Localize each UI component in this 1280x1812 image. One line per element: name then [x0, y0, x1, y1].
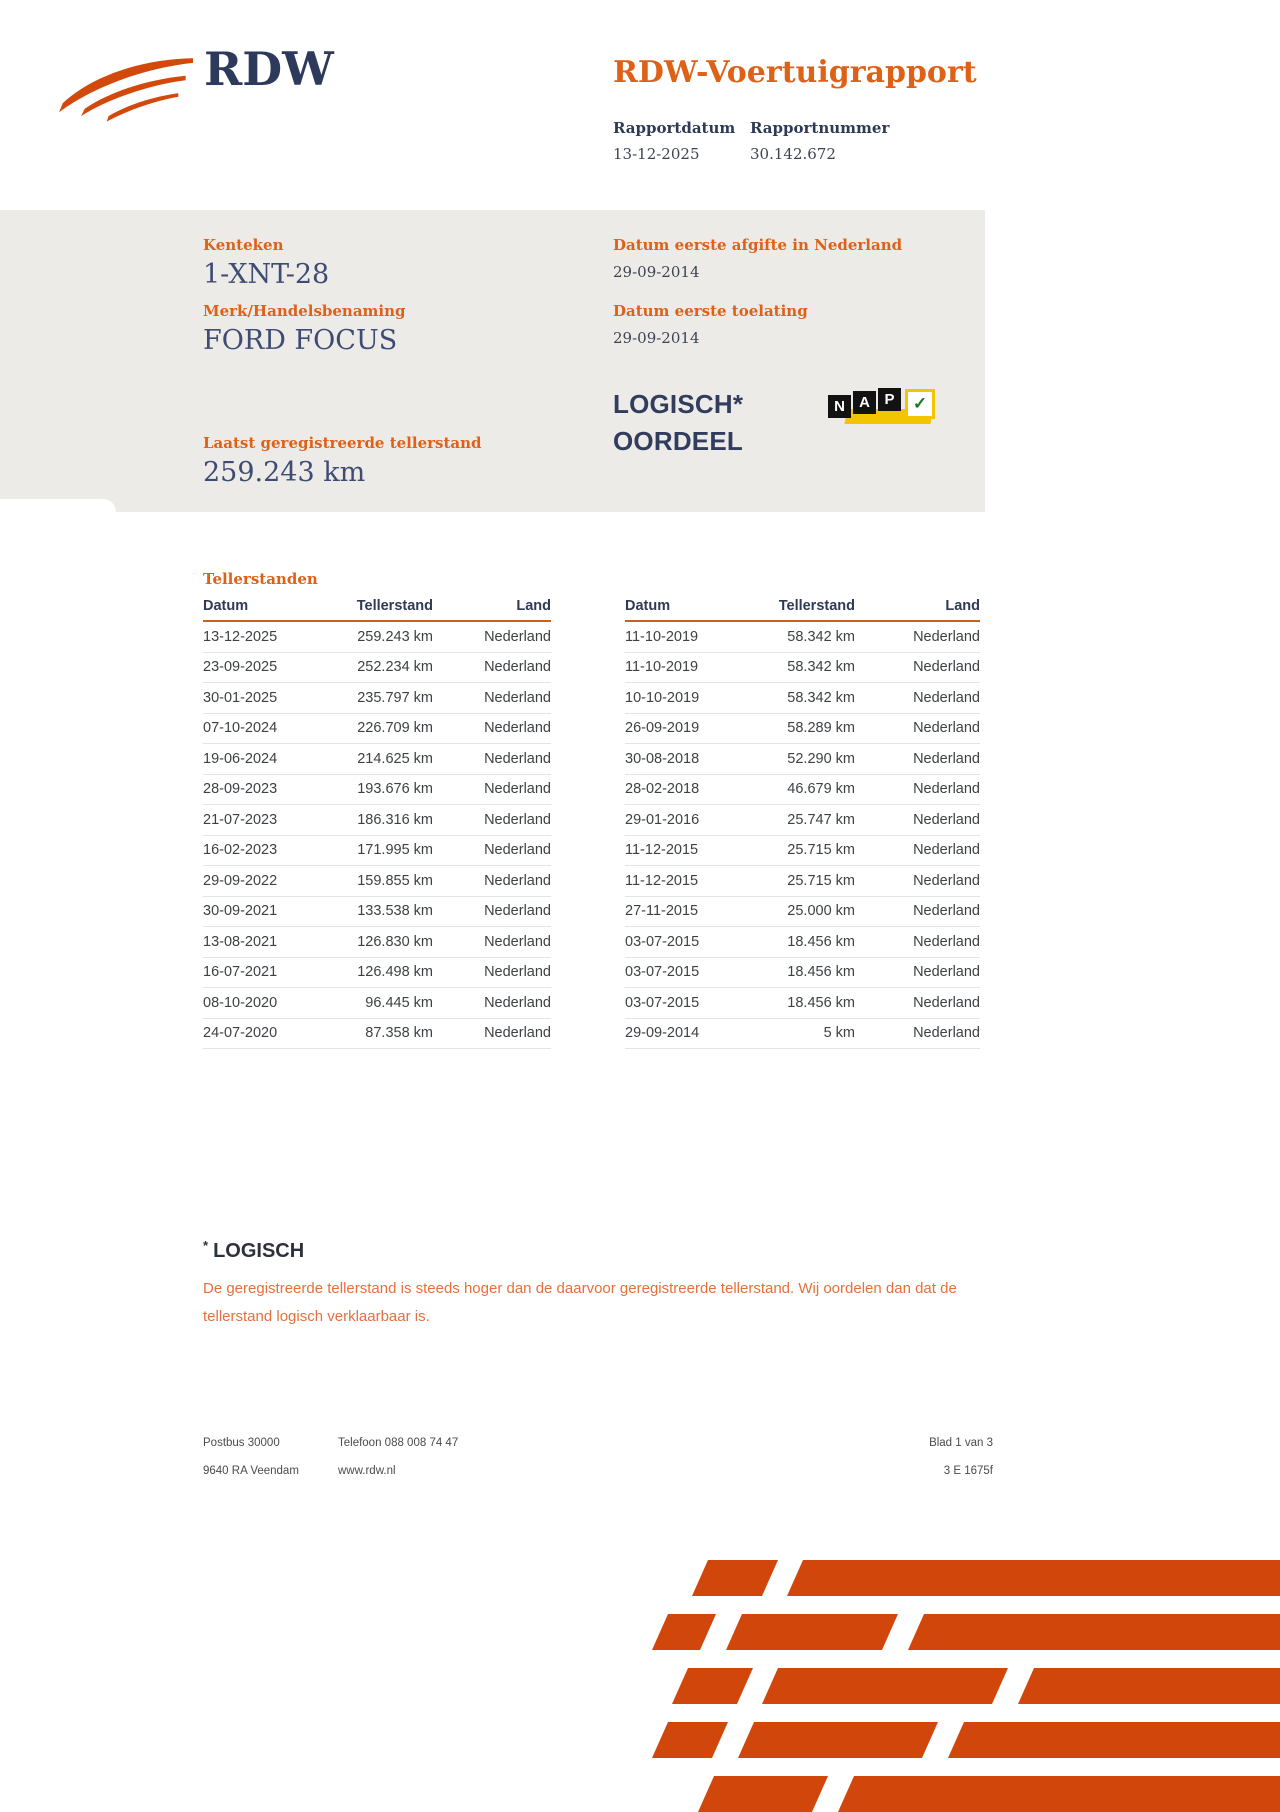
- row-odometer: 171.995 km: [357, 842, 433, 859]
- rdw-swoosh-icon: [56, 50, 196, 128]
- row-date: 11-10-2019: [625, 659, 699, 676]
- row-country: Nederland: [484, 842, 551, 859]
- table-row: [203, 958, 551, 989]
- table-row: [625, 744, 980, 775]
- table-row: [625, 653, 980, 684]
- report-number-block: [750, 119, 889, 163]
- row-date: 28-02-2018: [625, 781, 700, 798]
- table-row: [203, 1019, 551, 1050]
- row-odometer: 18.456 km: [787, 933, 855, 950]
- row-country: Nederland: [913, 872, 980, 889]
- odometer-table-right: [625, 598, 980, 1049]
- table-row: [625, 714, 980, 745]
- row-date: 11-12-2015: [625, 842, 699, 859]
- merk-label: Merk/Handelsbenaming: [203, 302, 406, 320]
- header-land: Land: [945, 598, 980, 614]
- row-country: Nederland: [913, 750, 980, 767]
- last-odometer-value: 259.243 km: [203, 457, 366, 488]
- table-row: [625, 927, 980, 958]
- table-row: [203, 653, 551, 684]
- row-date: 03-07-2015: [625, 994, 700, 1011]
- row-odometer: 252.234 km: [357, 659, 433, 676]
- footer-phone: Telefoon 088 008 74 47: [338, 1437, 459, 1449]
- header-tellerstand: Tellerstand: [356, 598, 433, 614]
- row-date: 11-12-2015: [625, 872, 699, 889]
- row-country: Nederland: [484, 903, 551, 920]
- report-date-label: Rapportdatum: [613, 119, 736, 137]
- table-row: [203, 805, 551, 836]
- row-country: Nederland: [484, 750, 551, 767]
- table-row: [203, 897, 551, 928]
- table-row: [625, 683, 980, 714]
- row-odometer: 96.445 km: [365, 994, 433, 1011]
- row-country: Nederland: [484, 781, 551, 798]
- table-row: [625, 836, 980, 867]
- nap-logo: [828, 388, 934, 436]
- row-date: 24-07-2020: [203, 1025, 278, 1042]
- row-date: 16-07-2021: [203, 964, 278, 981]
- last-odometer-field: [203, 434, 482, 488]
- row-date: 19-06-2024: [203, 750, 278, 767]
- first-admission-label: Datum eerste toelating: [613, 302, 808, 320]
- row-date: 03-07-2015: [625, 933, 700, 950]
- row-date: 08-10-2020: [203, 994, 278, 1011]
- row-country: Nederland: [913, 994, 980, 1011]
- row-country: Nederland: [484, 811, 551, 828]
- table-row: [203, 775, 551, 806]
- table-row: [625, 775, 980, 806]
- row-date: 11-10-2019: [625, 628, 699, 645]
- row-odometer: 235.797 km: [357, 689, 433, 706]
- row-date: 26-09-2019: [625, 720, 700, 737]
- row-country: Nederland: [913, 781, 980, 798]
- row-odometer: 5 km: [823, 1025, 855, 1042]
- row-odometer: 58.289 km: [787, 720, 855, 737]
- table-row: [203, 622, 551, 653]
- report-number-label: Rapportnummer: [750, 119, 890, 137]
- row-odometer: 58.342 km: [787, 628, 855, 645]
- table-row: [625, 958, 980, 989]
- row-country: Nederland: [913, 964, 980, 981]
- row-odometer: 214.625 km: [357, 750, 433, 767]
- table-row: [203, 714, 551, 745]
- row-odometer: 18.456 km: [787, 964, 855, 981]
- first-issue-value: 29-09-2014: [613, 263, 700, 281]
- footnote-title-text: LOGISCH: [213, 1240, 305, 1262]
- table-row: [203, 744, 551, 775]
- footer-city: 9640 RA Veendam: [203, 1465, 299, 1477]
- table-row: [625, 805, 980, 836]
- row-odometer: 25.000 km: [787, 903, 855, 920]
- row-odometer: 58.342 km: [787, 689, 855, 706]
- row-date: 29-09-2014: [625, 1025, 700, 1042]
- table-header: [203, 598, 551, 622]
- footer-address: [203, 1437, 299, 1493]
- row-date: 30-08-2018: [625, 750, 700, 767]
- row-country: Nederland: [913, 1025, 980, 1042]
- row-country: Nederland: [484, 964, 551, 981]
- nap-letter-p: P: [878, 388, 901, 411]
- table-body: [203, 622, 551, 1049]
- header-datum: Datum: [625, 598, 671, 614]
- first-admission-value: 29-09-2014: [613, 329, 700, 347]
- row-odometer: 58.342 km: [787, 659, 855, 676]
- first-issue-label: Datum eerste afgifte in Nederland: [613, 236, 903, 254]
- row-country: Nederland: [913, 842, 980, 859]
- header-tellerstand: Tellerstand: [778, 598, 855, 614]
- row-odometer: 52.290 km: [787, 750, 855, 767]
- row-odometer: 226.709 km: [357, 720, 433, 737]
- merk-field: [203, 302, 406, 356]
- nap-checkmark-icon: ✓: [905, 389, 935, 419]
- row-date: 21-07-2023: [203, 811, 278, 828]
- footnote-title: [203, 1238, 993, 1263]
- row-odometer: 25.715 km: [787, 842, 855, 859]
- row-country: Nederland: [484, 872, 551, 889]
- nap-letter-a: A: [853, 391, 876, 414]
- row-country: Nederland: [484, 659, 551, 676]
- row-odometer: 259.243 km: [357, 628, 433, 645]
- table-row: [203, 836, 551, 867]
- footer-contact: [338, 1437, 458, 1493]
- merk-value: FORD FOCUS: [203, 325, 398, 356]
- row-date: 28-09-2023: [203, 781, 278, 798]
- footer-website: www.rdw.nl: [338, 1465, 396, 1477]
- row-date: 27-11-2015: [625, 903, 699, 920]
- table-row: [625, 897, 980, 928]
- odometer-table-left: [203, 598, 551, 1049]
- row-country: Nederland: [913, 933, 980, 950]
- tellerstanden-heading: Tellerstanden: [203, 570, 318, 588]
- report-number-value: 30.142.672: [750, 145, 836, 163]
- row-date: 29-01-2016: [625, 811, 700, 828]
- header-land: Land: [516, 598, 551, 614]
- footer-page-number: Blad 1 van 3: [929, 1437, 993, 1449]
- row-odometer: 46.679 km: [787, 781, 855, 798]
- row-country: Nederland: [484, 720, 551, 737]
- row-odometer: 186.316 km: [357, 811, 433, 828]
- row-country: Nederland: [913, 811, 980, 828]
- row-date: 10-10-2019: [625, 689, 700, 706]
- table-body: [625, 622, 980, 1049]
- row-country: Nederland: [484, 933, 551, 950]
- footer-doc-code: 3 E 1675f: [943, 1465, 993, 1477]
- nap-letter-n: N: [828, 395, 851, 418]
- oordeel-line2: OORDEEL: [613, 426, 743, 456]
- rdw-logo-text: RDW: [204, 42, 334, 96]
- row-odometer: 133.538 km: [357, 903, 433, 920]
- table-header: [625, 598, 980, 622]
- first-admission-field: [613, 302, 808, 347]
- row-date: 29-09-2022: [203, 872, 278, 889]
- kenteken-label: Kenteken: [203, 236, 284, 254]
- footnote: [203, 1238, 993, 1331]
- row-country: Nederland: [484, 689, 551, 706]
- last-odometer-label: Laatst geregistreerde tellerstand: [203, 434, 482, 452]
- row-odometer: 159.855 km: [357, 872, 433, 889]
- table-row: [625, 988, 980, 1019]
- kenteken-field: [203, 236, 329, 290]
- table-row: [625, 1019, 980, 1050]
- footer-postbus: Postbus 30000: [203, 1437, 280, 1449]
- report-date-block: [613, 119, 735, 163]
- row-odometer: 87.358 km: [365, 1025, 433, 1042]
- table-row: [203, 988, 551, 1019]
- footnote-text: De geregistreerde tellerstand is steeds hoger dan de daarvoor geregistreerde tellerstand. Wij oordelen dan dat de tellerstand logisch verklaarbaar is.: [203, 1280, 957, 1325]
- row-country: Nederland: [484, 1025, 551, 1042]
- table-row: [203, 866, 551, 897]
- oordeel-line1: LOGISCH*: [613, 389, 744, 419]
- row-odometer: 126.830 km: [357, 933, 433, 950]
- row-odometer: 126.498 km: [357, 964, 433, 981]
- row-odometer: 25.715 km: [787, 872, 855, 889]
- footnote-asterisk: *: [203, 1238, 209, 1253]
- row-country: Nederland: [484, 994, 551, 1011]
- oordeel-text: [613, 386, 743, 460]
- table-row: [203, 927, 551, 958]
- rdw-stripes-graphic: [652, 1560, 1280, 1812]
- first-issue-field: [613, 236, 902, 281]
- row-date: 07-10-2024: [203, 720, 278, 737]
- row-country: Nederland: [913, 659, 980, 676]
- row-odometer: 18.456 km: [787, 994, 855, 1011]
- row-date: 03-07-2015: [625, 964, 700, 981]
- kenteken-value: 1-XNT-28: [203, 259, 330, 290]
- header-datum: Datum: [203, 598, 249, 614]
- vehicle-summary-panel: [0, 210, 985, 512]
- row-country: Nederland: [913, 903, 980, 920]
- row-country: Nederland: [484, 628, 551, 645]
- table-row: [625, 866, 980, 897]
- row-odometer: 25.747 km: [787, 811, 855, 828]
- table-row: [203, 683, 551, 714]
- panel-corner-cutout: [0, 499, 116, 512]
- report-date-value: 13-12-2025: [613, 145, 700, 163]
- row-date: 23-09-2025: [203, 659, 278, 676]
- row-country: Nederland: [913, 689, 980, 706]
- row-date: 13-08-2021: [203, 933, 278, 950]
- row-date: 30-09-2021: [203, 903, 278, 920]
- footer-page-info: [929, 1437, 993, 1493]
- report-title: RDW-Voertuigrapport: [613, 55, 977, 90]
- row-country: Nederland: [913, 628, 980, 645]
- row-odometer: 193.676 km: [357, 781, 433, 798]
- row-date: 30-01-2025: [203, 689, 278, 706]
- row-country: Nederland: [913, 720, 980, 737]
- row-date: 16-02-2023: [203, 842, 278, 859]
- table-row: [625, 622, 980, 653]
- row-date: 13-12-2025: [203, 628, 278, 645]
